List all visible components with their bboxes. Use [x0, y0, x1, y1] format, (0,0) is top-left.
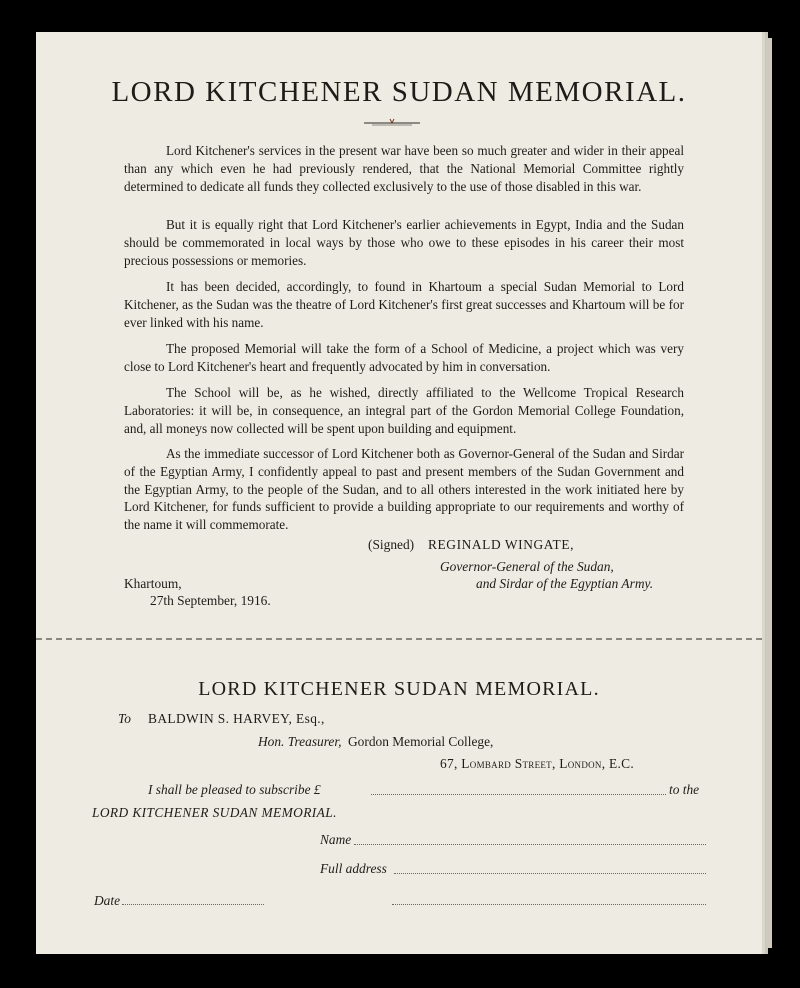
ornament-divider: [362, 117, 422, 127]
to-label: To: [118, 711, 131, 726]
full-address-label: Full address: [320, 861, 387, 876]
to-the-text: to the: [669, 782, 700, 797]
memorial-name-line: LORD KITCHENER SUDAN MEMORIAL.: [92, 805, 337, 820]
addressee-name: BALDWIN S. HARVEY, Esq.,: [148, 711, 325, 726]
signatory-name: REGINALD WINGATE,: [428, 537, 575, 552]
subscribe-text: I shall be pleased to subscribe £: [148, 782, 321, 797]
paragraph-6: As the immediate successor of Lord Kitchener both as Governor-General of the Sudan and Sirdar of the Egyptian Army, I confidently appeal to past and present members of the Sudan Government and the Egyptian Army, to the people of the Sudan, and to all others interested in the work initiated here by Lord Kitchener, for funds sufficient to provide a building appropriate to our requirements and worthy of the name it will commemorate.: [124, 446, 684, 533]
name-field[interactable]: [354, 844, 706, 845]
letter-date: 27th September, 1916.: [150, 593, 271, 608]
paragraph-4: The proposed Memorial will take the form of a School of Medicine, a project which was very close to Lord Kitchener's heart and frequently advocated by him in conversation.: [124, 341, 684, 374]
name-label: Name: [320, 832, 352, 847]
signatory-office-2: and Sirdar of the Egyptian Army.: [476, 576, 654, 591]
addressee-address: 67, Lombard Street, London, E.C.: [440, 756, 635, 771]
perforation-line: [36, 638, 762, 640]
address-field-1[interactable]: [394, 873, 706, 874]
addressee-role: Hon. Treasurer,: [258, 734, 342, 749]
paragraph-3: It has been decided, accordingly, to found in Khartoum a special Sudan Memorial to Lord Kitchener, as the Sudan was the theatre of Lord Kitchener's first great successes and Khartoum will be for ever linked with his name.: [124, 279, 684, 330]
amount-field[interactable]: [371, 794, 666, 795]
document-page: [36, 32, 762, 954]
date-field[interactable]: [122, 904, 264, 905]
addressee-organisation: Gordon Memorial College,: [348, 734, 494, 749]
address-field-2[interactable]: [392, 904, 706, 905]
paragraph-5: The School will be, as he wished, directly affiliated to the Wellcome Tropical Research Laboratories: it will be, in consequence, an integral part of the Gordon Memorial College Foundation, and, all moneys now collected will be spent upon building and equipment.: [124, 385, 684, 436]
paragraph-2: But it is equally right that Lord Kitchener's earlier achievements in Egypt, India and the Sudan should be commemorated in local ways by those who owe to these episodes in his career their most precious possessions or memories.: [124, 217, 684, 268]
place: Khartoum,: [124, 576, 182, 591]
paragraph-1: Lord Kitchener's services in the present war have been so much greater and wider in their appeal than any which even he had previously rendered, that the National Memorial Committee rightly determined to dedicate all funds they collected exclusively to the use of those disabled in this war.: [124, 143, 684, 194]
memorial-title: LORD KITCHENER SUDAN MEMORIAL.: [111, 76, 687, 108]
form-title: LORD KITCHENER SUDAN MEMORIAL.: [198, 678, 600, 700]
date-label: Date: [94, 893, 121, 908]
signed-label: (Signed): [368, 537, 415, 552]
page-edge: [766, 38, 772, 948]
signatory-office-1: Governor-General of the Sudan,: [440, 559, 614, 574]
